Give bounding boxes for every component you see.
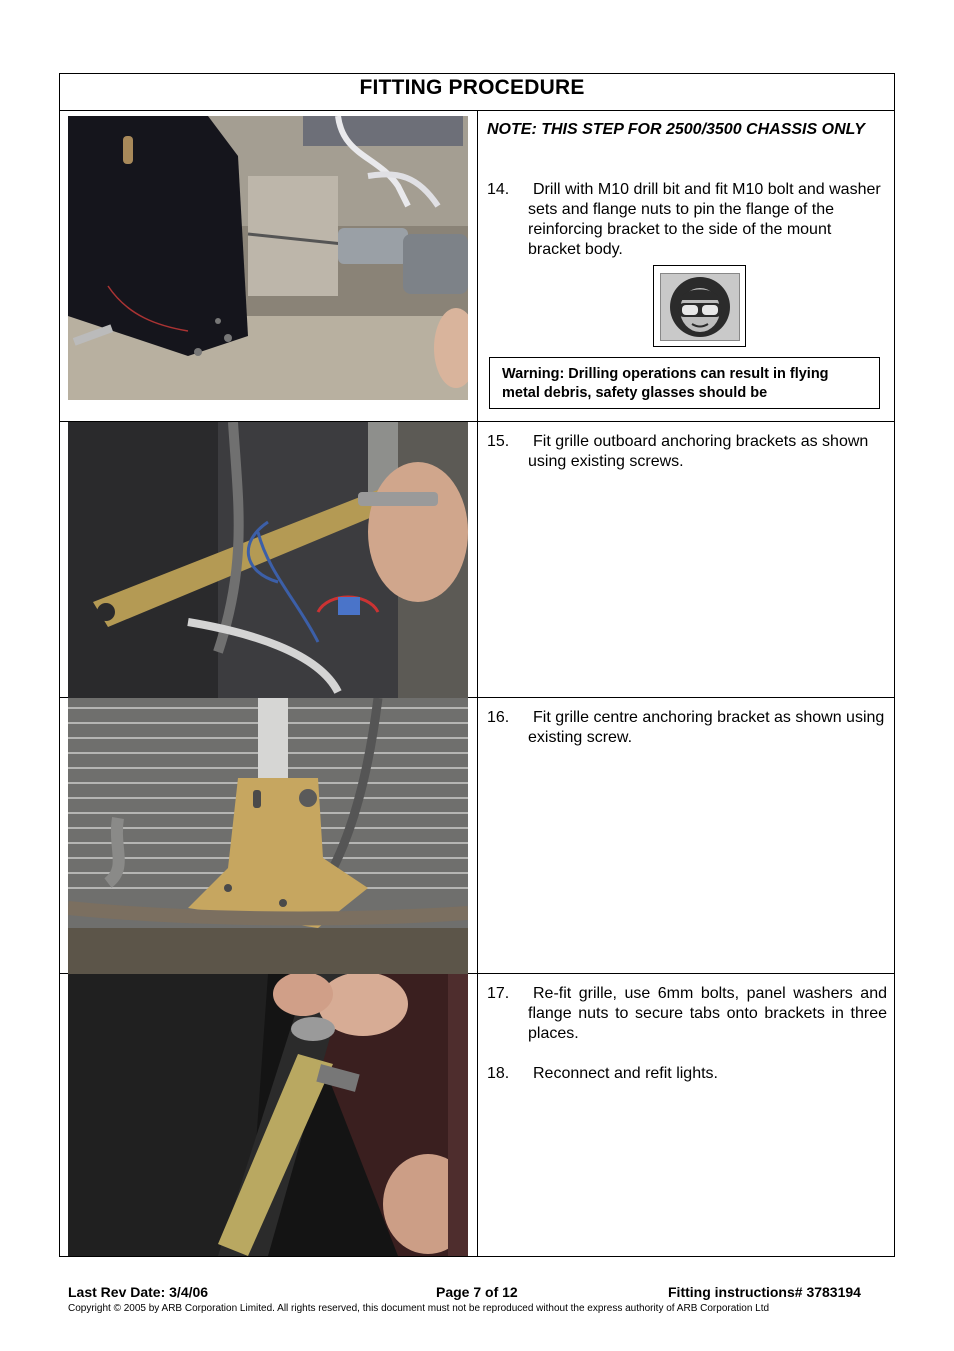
safety-warning: Warning: Drilling operations can result in flying metal debris, safety glasses should be — [489, 357, 880, 409]
step-15 — [487, 432, 887, 472]
step-text: Fit grille centre anchoring bracket as shown using existing screw. — [528, 709, 885, 746]
page-number: Page 7 of 12 — [436, 1284, 518, 1300]
chassis-note: NOTE: THIS STEP FOR 2500/3500 CHASSIS ONLY — [487, 121, 865, 138]
step-number: 17. — [487, 985, 510, 1002]
centre-bracket-photo — [68, 698, 468, 974]
rev-date: Last Rev Date: 3/4/06 — [68, 1284, 209, 1300]
text-cell — [478, 974, 894, 1256]
instructions-number: Fitting instructions# 3783194 — [668, 1284, 861, 1300]
photo-cell — [60, 422, 478, 697]
procedure-table — [59, 73, 895, 1257]
title-row — [60, 74, 894, 111]
step-row-16 — [60, 698, 894, 974]
grille-refit-photo — [68, 974, 468, 1256]
step-row-15 — [60, 422, 894, 698]
page-title: FITTING PROCEDURE — [359, 76, 585, 99]
step-row-17-18 — [60, 974, 894, 1256]
step-number: 16. — [487, 709, 510, 726]
step-text: Reconnect and refit lights. — [533, 1065, 718, 1082]
step-number: 15. — [487, 433, 510, 450]
copyright: Copyright © 2005 by ARB Corporation Limited. All rights reserved, this document must not be reproduced without the express authority of ARB Corporation Ltd — [68, 1303, 770, 1314]
step-row-14 — [60, 110, 894, 422]
photo-cell — [60, 110, 478, 421]
step-17 — [487, 984, 887, 1044]
step-16 — [487, 708, 887, 748]
text-cell — [478, 422, 894, 697]
text-cell — [478, 110, 894, 421]
step-18 — [487, 1064, 887, 1084]
step-text: Re-fit grille, use 6mm bolts, panel washers and flange nuts to secure tabs onto brackets in three places. — [528, 985, 887, 1042]
safety-glasses-icon — [653, 265, 746, 347]
drilling-photo — [68, 116, 468, 400]
step-number: 18. — [487, 1065, 510, 1082]
step-14 — [487, 180, 887, 260]
photo-cell — [60, 974, 478, 1256]
photo-cell — [60, 698, 478, 973]
text-cell — [478, 698, 894, 973]
step-text: Fit grille outboard anchoring brackets as shown using existing screws. — [528, 433, 869, 470]
outboard-bracket-photo — [68, 422, 468, 698]
step-number: 14. — [487, 181, 510, 198]
step-text: Drill with M10 drill bit and fit M10 bolt and washer sets and flange nuts to pin the flange of the reinforcing bracket to the side of the mount bracket body. — [528, 181, 881, 258]
